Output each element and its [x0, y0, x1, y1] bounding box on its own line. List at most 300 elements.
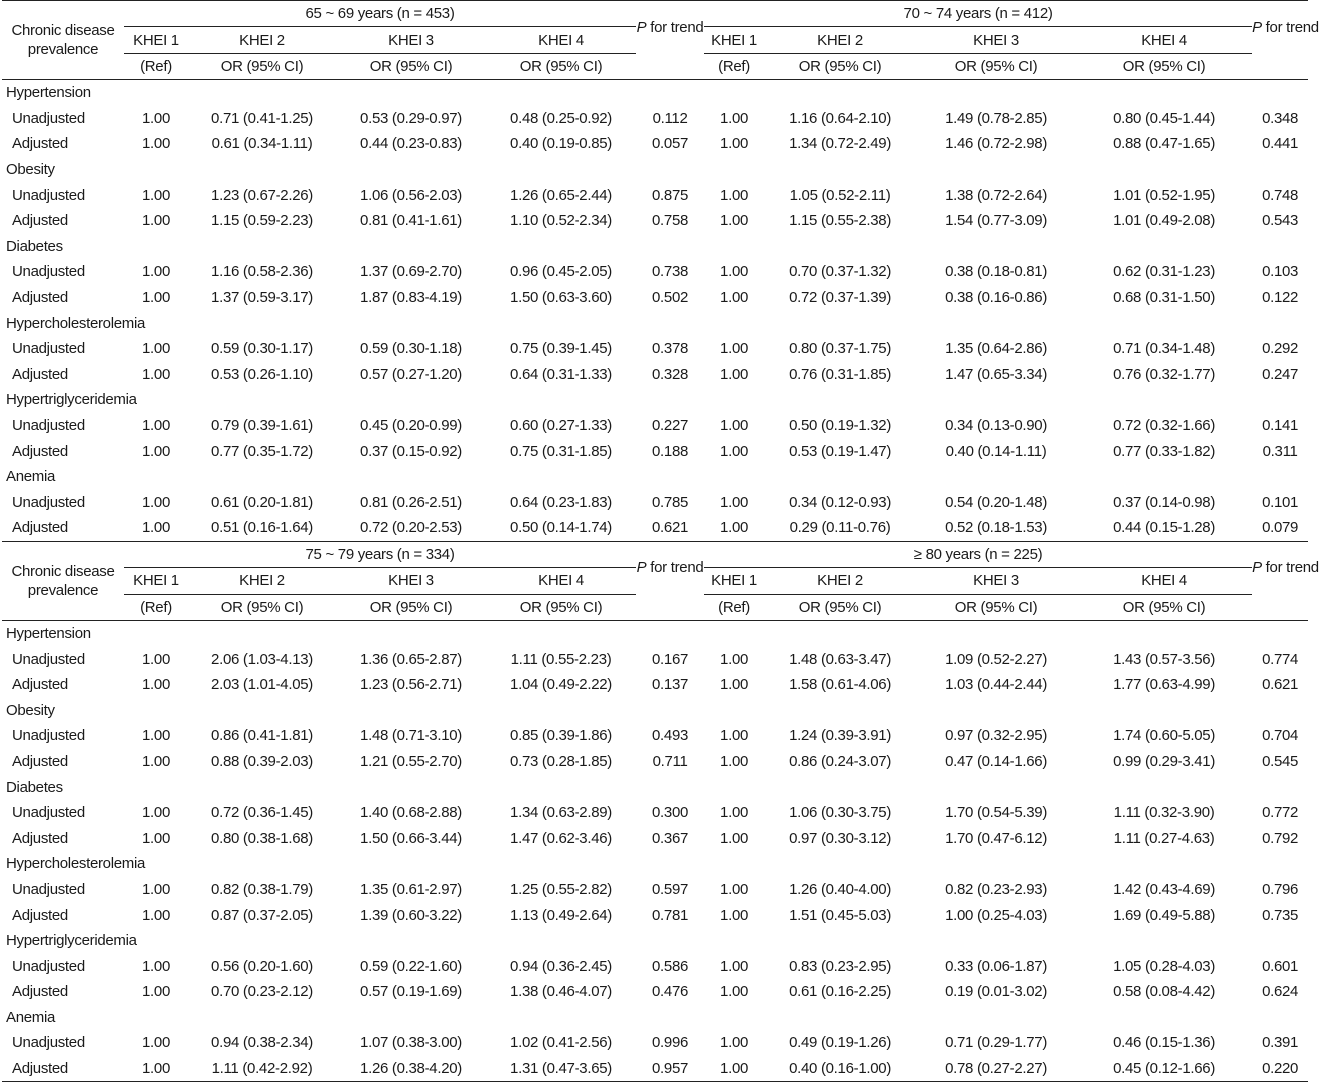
row-label: Adjusted — [12, 676, 68, 694]
category-row — [2, 157, 1308, 183]
age-group-header: ≥ 80 years (n = 225) — [704, 541, 1252, 567]
or-cell: 1.00 — [142, 365, 170, 383]
or-cell: 1.00 — [720, 804, 749, 822]
category-label: Hypercholesterolemia — [6, 314, 146, 332]
or-cell: 0.70 (0.23-2.12) — [211, 983, 313, 1001]
p-value-cell: 0.378 — [652, 340, 689, 358]
or-cell: 0.71 (0.34-1.48) — [1113, 340, 1216, 358]
p-for-trend-header — [636, 1, 704, 54]
or-cell: 1.70 (0.54-5.39) — [945, 804, 1048, 822]
row-label: Unadjusted — [12, 804, 85, 822]
header-row-or — [2, 594, 1308, 620]
or-cell: 0.75 (0.31-1.85) — [510, 442, 612, 460]
or-cell: 1.00 — [142, 829, 170, 847]
row-label: Unadjusted — [12, 340, 85, 358]
p-value-cell: 0.774 — [1262, 650, 1299, 668]
p-value-cell: 0.624 — [1262, 983, 1299, 1001]
or-cell: 1.48 (0.63-3.47) — [789, 650, 892, 668]
row-label-header: Chronic disease prevalence — [2, 1, 124, 80]
or-cell: 0.70 (0.37-1.32) — [789, 263, 892, 281]
table-row — [2, 490, 1308, 516]
or-cell: 1.05 (0.28-4.03) — [1113, 957, 1216, 975]
or-cell: 0.34 (0.13-0.90) — [945, 417, 1048, 435]
or-cell: 1.00 — [142, 650, 170, 668]
row-label: Unadjusted — [12, 263, 85, 281]
or-cell: 0.45 (0.20-0.99) — [360, 417, 462, 435]
khei-header: KHEI 4 — [486, 567, 636, 594]
or-cell: 0.40 (0.16-1.00) — [764, 1056, 916, 1082]
or-cell: 0.97 (0.32-2.95) — [945, 727, 1048, 745]
p-value-cell: 0.167 — [652, 650, 689, 668]
table-row — [2, 825, 1308, 851]
khei-header: KHEI 3 — [916, 567, 1076, 594]
or-cell: 1.23 (0.56-2.71) — [360, 676, 462, 694]
or-cell: 1.00 — [720, 957, 749, 975]
or-cell: 1.00 — [142, 906, 170, 924]
table-row — [2, 1056, 1308, 1082]
or-cell: 0.72 (0.37-1.39) — [789, 289, 892, 307]
or-cell: 1.00 — [142, 289, 170, 307]
or-cell: 1.24 (0.39-3.91) — [789, 727, 892, 745]
p-value-cell: 0.796 — [1262, 880, 1299, 898]
or-cell: 1.00 — [720, 880, 749, 898]
or-cell: 1.00 — [720, 417, 749, 435]
row-label: Unadjusted — [12, 957, 85, 975]
or-cell: 1.00 — [142, 676, 170, 694]
category-label: Hypertriglyceridemia — [6, 932, 137, 950]
or-cell: 1.39 (0.60-3.22) — [360, 906, 462, 924]
or-cell: 1.01 (0.49-2.08) — [1113, 212, 1216, 230]
khei-header: KHEI 3 — [916, 27, 1076, 54]
or-cell: 1.47 (0.62-3.46) — [510, 829, 612, 847]
khei-header: KHEI 4 — [1076, 567, 1252, 594]
or-cell: 0.86 (0.24-3.07) — [789, 752, 892, 770]
category-row — [2, 928, 1308, 954]
or-cell: 0.72 (0.36-1.45) — [211, 804, 313, 822]
or-cell: 1.31 (0.47-3.65) — [486, 1056, 636, 1082]
p-value-cell: 0.328 — [652, 365, 689, 383]
or-ci-header: OR (95% CI) — [336, 54, 486, 80]
or-cell: 1.00 — [720, 442, 749, 460]
or-cell: 0.34 (0.12-0.93) — [789, 493, 892, 511]
or-cell: 0.88 (0.39-2.03) — [211, 752, 313, 770]
or-cell: 1.00 — [142, 263, 170, 281]
p-value-cell: 0.391 — [1262, 1034, 1299, 1052]
or-cell: 0.37 (0.14-0.98) — [1113, 493, 1216, 511]
row-label: Adjusted — [12, 442, 68, 460]
table-row — [2, 902, 1308, 928]
or-cell: 1.09 (0.52-2.27) — [945, 650, 1048, 668]
or-cell: 0.72 (0.32-1.66) — [1113, 417, 1216, 435]
table-row — [2, 182, 1308, 208]
or-cell: 0.81 (0.26-2.51) — [360, 493, 462, 511]
p-value-cell: 0.227 — [652, 417, 689, 435]
category-label: Anemia — [6, 1008, 56, 1026]
p-value-cell: 0.188 — [652, 442, 689, 460]
p-value-cell: 0.441 — [1262, 135, 1299, 153]
or-cell: 1.00 — [720, 135, 749, 153]
or-cell: 1.00 — [720, 109, 749, 127]
or-cell: 1.11 (0.55-2.23) — [510, 650, 612, 668]
category-row — [2, 1005, 1308, 1031]
or-ci-header: OR (95% CI) — [1076, 54, 1252, 80]
or-cell: 0.77 (0.33-1.82) — [1113, 442, 1216, 460]
or-cell: 1.00 — [124, 1056, 188, 1082]
or-cell: 1.00 — [720, 365, 749, 383]
or-cell: 1.40 (0.68-2.88) — [360, 804, 462, 822]
or-cell: 0.44 (0.23-0.83) — [360, 135, 462, 153]
khei-header: KHEI 4 — [1076, 27, 1252, 54]
row-label: Unadjusted — [12, 493, 85, 511]
category-label: Obesity — [6, 161, 55, 179]
p-value-cell: 0.057 — [652, 135, 689, 153]
or-cell: 1.13 (0.49-2.64) — [510, 906, 612, 924]
p-value-cell: 0.502 — [652, 289, 689, 307]
table-body — [2, 1, 1319, 1082]
header-row-groups — [2, 541, 1308, 567]
khei-header: KHEI 2 — [188, 567, 336, 594]
or-cell: 1.47 (0.65-3.34) — [945, 365, 1048, 383]
or-cell: 0.33 (0.06-1.87) — [945, 957, 1048, 975]
p-value-cell: 0.792 — [1262, 829, 1299, 847]
or-cell: 1.48 (0.71-3.10) — [360, 727, 462, 745]
khei-header: KHEI 1 — [704, 27, 764, 54]
table-row — [2, 800, 1308, 826]
p-value-cell: 0.545 — [1262, 752, 1299, 770]
or-cell: 1.37 (0.59-3.17) — [211, 289, 313, 307]
or-cell: 0.53 (0.26-1.10) — [211, 365, 313, 383]
table-row — [2, 106, 1308, 132]
category-row — [2, 464, 1308, 490]
or-cell: 0.50 (0.19-1.32) — [789, 417, 892, 435]
or-cell: 1.69 (0.49-5.88) — [1113, 906, 1216, 924]
or-cell: 1.00 — [720, 212, 749, 230]
or-cell: 0.29 (0.11-0.76) — [764, 515, 916, 541]
or-cell: 1.00 — [720, 186, 749, 204]
or-cell: 0.85 (0.39-1.86) — [510, 727, 612, 745]
table-row — [2, 259, 1308, 285]
or-ci-header: OR (95% CI) — [188, 54, 336, 80]
or-cell: 1.43 (0.57-3.56) — [1113, 650, 1216, 668]
or-cell: 0.53 (0.19-1.47) — [789, 442, 892, 460]
or-cell: 0.52 (0.18-1.53) — [916, 515, 1076, 541]
or-cell: 1.87 (0.83-4.19) — [360, 289, 462, 307]
or-cell: 1.00 — [704, 1056, 764, 1082]
or-cell: 1.00 — [142, 1034, 170, 1052]
or-cell: 0.40 (0.14-1.11) — [945, 442, 1047, 460]
p-value-cell: 0.367 — [652, 829, 689, 847]
p-value-cell: 0.103 — [1262, 263, 1299, 281]
or-cell: 0.72 (0.20-2.53) — [336, 515, 486, 541]
khei-header: KHEI 2 — [764, 567, 916, 594]
or-cell: 0.82 (0.38-1.79) — [211, 880, 313, 898]
or-cell: 1.00 — [720, 906, 749, 924]
category-label: Diabetes — [6, 237, 63, 255]
p-value-cell: 0.758 — [652, 212, 689, 230]
table-row — [2, 877, 1308, 903]
row-label: Unadjusted — [12, 727, 85, 745]
p-value-cell: 0.311 — [1262, 442, 1298, 460]
p-value-cell: 0.772 — [1262, 804, 1299, 822]
p-for-trend-header — [636, 541, 704, 594]
or-cell: 0.94 (0.38-2.34) — [211, 1034, 313, 1052]
table-row — [2, 979, 1308, 1005]
or-cell: 0.46 (0.15-1.36) — [1113, 1034, 1216, 1052]
p-value-cell: 0.621 — [636, 515, 704, 541]
p-value-cell: 0.220 — [1252, 1056, 1308, 1082]
p-value-cell: 0.292 — [1262, 340, 1299, 358]
khei-header: KHEI 1 — [124, 567, 188, 594]
table-row — [2, 438, 1308, 464]
or-cell: 1.34 (0.72-2.49) — [789, 135, 892, 153]
or-cell: 1.00 — [142, 109, 170, 127]
or-cell: 0.96 (0.45-2.05) — [510, 263, 612, 281]
or-cell: 2.03 (1.01-4.05) — [211, 676, 313, 694]
or-ci-header: OR (95% CI) — [764, 594, 916, 620]
p-trend-rest: for trend — [646, 559, 704, 577]
category-row — [2, 234, 1308, 260]
p-value-cell: 0.597 — [652, 880, 689, 898]
or-cell: 1.00 — [720, 493, 749, 511]
p-value-cell: 0.543 — [1262, 212, 1299, 230]
blank-header — [1252, 594, 1308, 620]
row-label: Unadjusted — [12, 186, 85, 204]
row-label: Adjusted — [12, 365, 68, 383]
or-cell: 0.53 (0.29-0.97) — [360, 109, 462, 127]
or-cell: 0.56 (0.20-1.60) — [211, 957, 313, 975]
or-cell: 1.21 (0.55-2.70) — [360, 752, 462, 770]
odds-ratio-table — [2, 0, 1319, 1082]
table-row — [2, 646, 1308, 672]
or-cell: 1.74 (0.60-5.05) — [1113, 727, 1216, 745]
row-label: Unadjusted — [12, 109, 85, 127]
or-cell: 1.36 (0.65-2.87) — [360, 650, 462, 668]
khei-header: KHEI 2 — [188, 27, 336, 54]
or-cell: 0.73 (0.28-1.85) — [510, 752, 612, 770]
or-cell: 0.94 (0.36-2.45) — [510, 957, 612, 975]
or-cell: 0.79 (0.39-1.61) — [211, 417, 313, 435]
or-cell: 0.57 (0.19-1.69) — [360, 983, 462, 1001]
category-label: Obesity — [6, 701, 55, 719]
table-row — [2, 336, 1308, 362]
p-value-cell: 0.247 — [1262, 365, 1299, 383]
or-cell: 0.80 (0.37-1.75) — [789, 340, 892, 358]
p-value-cell: 0.476 — [652, 983, 689, 1001]
age-group-header: 75 ~ 79 years (n = 334) — [124, 541, 636, 567]
or-cell: 1.00 — [720, 829, 749, 847]
or-cell: 1.49 (0.78-2.85) — [945, 109, 1048, 127]
or-ci-header: OR (95% CI) — [188, 594, 336, 620]
row-label: Unadjusted — [12, 880, 85, 898]
or-cell: 1.37 (0.69-2.70) — [360, 263, 462, 281]
or-cell: 0.77 (0.35-1.72) — [211, 442, 313, 460]
or-cell: 1.46 (0.72-2.98) — [945, 135, 1048, 153]
row-label: Adjusted — [12, 212, 68, 230]
p-value-cell: 0.141 — [1262, 417, 1299, 435]
blank-header — [636, 594, 704, 620]
or-cell: 1.00 — [142, 442, 170, 460]
p-italic: P — [636, 559, 647, 577]
p-value-cell: 0.748 — [1262, 186, 1299, 204]
p-value-cell: 0.738 — [652, 263, 689, 281]
or-cell: 1.06 (0.30-3.75) — [789, 804, 892, 822]
category-row — [2, 387, 1308, 413]
row-label: Adjusted — [12, 983, 68, 1001]
khei-header: KHEI 1 — [704, 567, 764, 594]
or-cell: 1.00 — [720, 676, 749, 694]
p-value-cell: 0.493 — [652, 727, 689, 745]
p-value-cell: 0.586 — [652, 957, 689, 975]
table-row — [2, 953, 1308, 979]
or-cell: 1.77 (0.63-4.99) — [1113, 676, 1216, 694]
category-row — [2, 620, 1308, 646]
table-row — [2, 362, 1308, 388]
or-cell: 1.38 (0.72-2.64) — [945, 186, 1048, 204]
or-cell: 1.50 (0.66-3.44) — [360, 829, 462, 847]
blank-header — [1252, 54, 1308, 80]
or-cell: 0.38 (0.16-0.86) — [945, 289, 1048, 307]
p-value-cell: 0.348 — [1262, 109, 1299, 127]
or-cell: 1.00 (0.25-4.03) — [945, 906, 1048, 924]
or-cell: 1.16 (0.58-2.36) — [211, 263, 313, 281]
khei-header: KHEI 2 — [764, 27, 916, 54]
row-label: Adjusted — [12, 135, 68, 153]
or-cell: 1.26 (0.38-4.20) — [336, 1056, 486, 1082]
or-cell: 0.82 (0.23-2.93) — [945, 880, 1048, 898]
or-cell: 1.11 (0.32-3.90) — [1113, 804, 1215, 822]
or-cell: 1.58 (0.61-4.06) — [789, 676, 892, 694]
or-cell: 1.05 (0.52-2.11) — [789, 186, 891, 204]
or-cell: 0.97 (0.30-3.12) — [789, 829, 892, 847]
ref-header: (Ref) — [704, 594, 764, 620]
or-cell: 0.45 (0.12-1.66) — [1076, 1056, 1252, 1082]
table-row — [2, 749, 1308, 775]
or-cell: 0.71 (0.29-1.77) — [945, 1034, 1048, 1052]
or-cell: 1.00 — [720, 983, 749, 1001]
or-cell: 1.00 — [720, 263, 749, 281]
or-cell: 0.78 (0.27-2.27) — [916, 1056, 1076, 1082]
or-cell: 0.59 (0.22-1.60) — [360, 957, 462, 975]
header-row-groups — [2, 1, 1308, 27]
p-value-cell: 0.122 — [1262, 289, 1299, 307]
or-cell: 0.80 (0.38-1.68) — [211, 829, 313, 847]
or-cell: 1.00 — [124, 515, 188, 541]
p-italic: P — [636, 18, 647, 36]
or-cell: 0.75 (0.39-1.45) — [510, 340, 612, 358]
or-cell: 0.38 (0.18-0.81) — [945, 263, 1048, 281]
or-cell: 0.54 (0.20-1.48) — [945, 493, 1048, 511]
or-cell: 0.47 (0.14-1.66) — [945, 752, 1048, 770]
or-cell: 1.00 — [142, 186, 170, 204]
row-label-header: Chronic disease prevalence — [2, 541, 124, 620]
or-ci-header: OR (95% CI) — [486, 594, 636, 620]
age-group-header: 65 ~ 69 years (n = 453) — [124, 1, 636, 27]
table-container — [2, 0, 1319, 1082]
or-cell: 1.11 (0.27-4.63) — [1113, 829, 1215, 847]
or-cell: 0.81 (0.41-1.61) — [360, 212, 462, 230]
or-cell: 1.00 — [142, 983, 170, 1001]
p-for-trend-header — [1252, 541, 1319, 594]
row-label: Unadjusted — [12, 417, 85, 435]
or-ci-header: OR (95% CI) — [336, 594, 486, 620]
row-label: Adjusted — [12, 906, 68, 924]
or-cell: 1.23 (0.67-2.26) — [211, 186, 313, 204]
or-cell: 0.86 (0.41-1.81) — [211, 727, 313, 745]
or-cell: 1.01 (0.52-1.95) — [1113, 186, 1216, 204]
or-cell: 1.00 — [720, 650, 749, 668]
or-cell: 0.87 (0.37-2.05) — [211, 906, 313, 924]
table-row — [2, 723, 1308, 749]
or-cell: 1.00 — [720, 752, 749, 770]
or-cell: 1.16 (0.64-2.10) — [789, 109, 892, 127]
or-cell: 0.40 (0.19-0.85) — [510, 135, 612, 153]
or-cell: 1.02 (0.41-2.56) — [510, 1034, 612, 1052]
or-cell: 1.50 (0.63-3.60) — [510, 289, 612, 307]
p-value-cell: 0.957 — [636, 1056, 704, 1082]
row-label: Adjusted — [12, 829, 68, 847]
or-cell: 1.34 (0.63-2.89) — [510, 804, 612, 822]
category-label: Anemia — [6, 468, 56, 486]
ref-header: (Ref) — [124, 594, 188, 620]
or-cell: 0.37 (0.15-0.92) — [360, 442, 462, 460]
category-label: Hypertension — [6, 624, 91, 642]
p-value-cell: 0.735 — [1262, 906, 1299, 924]
or-cell: 0.71 (0.41-1.25) — [211, 109, 313, 127]
or-cell: 0.57 (0.27-1.20) — [360, 365, 462, 383]
p-trend-rest: for trend — [1261, 18, 1319, 36]
table-row — [2, 285, 1308, 311]
or-cell: 2.06 (1.03-4.13) — [211, 650, 313, 668]
or-ci-header: OR (95% CI) — [486, 54, 636, 80]
or-cell: 1.26 (0.65-2.44) — [510, 186, 612, 204]
table-row — [2, 413, 1308, 439]
p-value-cell: 0.785 — [652, 493, 689, 511]
row-label: Unadjusted — [12, 650, 85, 668]
p-value-cell: 0.711 — [652, 752, 688, 770]
row-label: Adjusted — [12, 752, 68, 770]
or-cell: 0.59 (0.30-1.17) — [211, 340, 313, 358]
row-label: Adjusted — [2, 515, 124, 541]
or-cell: 1.03 (0.44-2.44) — [945, 676, 1048, 694]
or-cell: 1.00 — [142, 957, 170, 975]
category-label: Hypertension — [6, 84, 91, 102]
or-cell: 1.06 (0.56-2.03) — [360, 186, 462, 204]
p-trend-rest: for trend — [1261, 559, 1319, 577]
or-cell: 0.60 (0.27-1.33) — [510, 417, 612, 435]
or-ci-header: OR (95% CI) — [916, 594, 1076, 620]
or-cell: 0.88 (0.47-1.65) — [1113, 135, 1216, 153]
or-cell: 1.10 (0.52-2.34) — [510, 212, 612, 230]
or-cell: 0.58 (0.08-4.42) — [1113, 983, 1216, 1001]
or-cell: 0.64 (0.31-1.33) — [510, 365, 612, 383]
or-cell: 0.99 (0.29-3.41) — [1113, 752, 1216, 770]
category-row — [2, 310, 1308, 336]
or-cell: 1.00 — [142, 752, 170, 770]
or-cell: 0.51 (0.16-1.64) — [188, 515, 336, 541]
khei-header: KHEI 4 — [486, 27, 636, 54]
or-ci-header: OR (95% CI) — [1076, 594, 1252, 620]
or-cell: 1.00 — [720, 289, 749, 307]
category-row — [2, 774, 1308, 800]
p-italic: P — [1252, 559, 1262, 577]
or-cell: 0.61 (0.16-2.25) — [789, 983, 892, 1001]
p-value-cell: 0.101 — [1262, 493, 1299, 511]
or-cell: 0.64 (0.23-1.83) — [510, 493, 612, 511]
or-cell: 1.00 — [720, 340, 749, 358]
or-cell: 1.15 (0.59-2.23) — [211, 212, 313, 230]
p-value-cell: 0.137 — [652, 676, 689, 694]
category-label: Hypercholesterolemia — [6, 855, 146, 873]
